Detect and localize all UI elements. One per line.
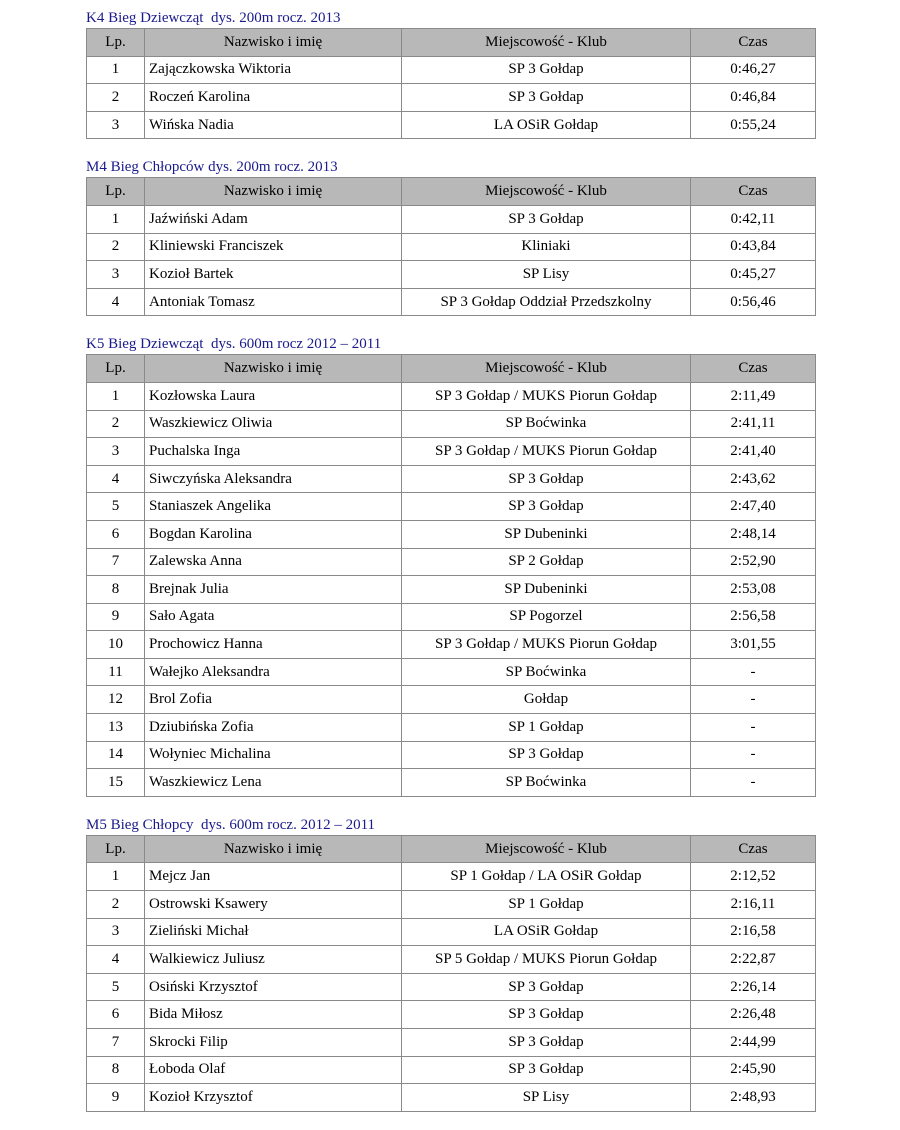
table-row — [87, 465, 816, 493]
name-cell: Mejcz Jan — [145, 863, 402, 891]
table-row — [87, 631, 816, 659]
time-cell: 2:44,99 — [691, 1029, 816, 1057]
time-cell: - — [691, 741, 816, 769]
time-cell: 2:11,49 — [691, 382, 816, 410]
results-table — [86, 177, 816, 316]
place-cell: 10 — [87, 631, 145, 659]
header-name: Nazwisko i imię — [145, 355, 402, 383]
name-cell: Brol Zofia — [145, 686, 402, 714]
club-cell: SP 3 Gołdap / MUKS Piorun Gołdap — [402, 382, 691, 410]
club-cell: SP Dubeninki — [402, 520, 691, 548]
name-cell: Staniaszek Angelika — [145, 493, 402, 521]
name-cell: Waszkiewicz Oliwia — [145, 410, 402, 438]
club-cell: SP 3 Gołdap — [402, 84, 691, 112]
place-cell: 3 — [87, 918, 145, 946]
name-cell: Wińska Nadia — [145, 111, 402, 139]
place-cell: 2 — [87, 410, 145, 438]
name-cell: Brejnak Julia — [145, 576, 402, 604]
time-cell: - — [691, 714, 816, 742]
time-cell: - — [691, 686, 816, 714]
header-lp: Lp. — [87, 355, 145, 383]
place-cell: 4 — [87, 946, 145, 974]
place-cell: 1 — [87, 205, 145, 233]
club-cell: SP Pogorzel — [402, 603, 691, 631]
name-cell: Waszkiewicz Lena — [145, 769, 402, 797]
table-row — [87, 686, 816, 714]
name-cell: Prochowicz Hanna — [145, 631, 402, 659]
time-cell: - — [691, 769, 816, 797]
club-cell: SP 3 Gołdap — [402, 741, 691, 769]
name-cell: Wołyniec Michalina — [145, 741, 402, 769]
table-row — [87, 205, 816, 233]
header-lp: Lp. — [87, 835, 145, 863]
place-cell: 6 — [87, 520, 145, 548]
table-row — [87, 769, 816, 797]
place-cell: 11 — [87, 658, 145, 686]
table-row — [87, 261, 816, 289]
header-club: Miejscowość - Klub — [402, 29, 691, 57]
club-cell: SP 3 Gołdap Oddział Przedszkolny — [402, 288, 691, 316]
header-club: Miejscowość - Klub — [402, 178, 691, 206]
club-cell: SP 2 Gołdap — [402, 548, 691, 576]
club-cell: SP 3 Gołdap — [402, 493, 691, 521]
table-row — [87, 891, 816, 919]
time-cell: 2:16,58 — [691, 918, 816, 946]
time-cell: 2:43,62 — [691, 465, 816, 493]
club-cell: LA OSiR Gołdap — [402, 918, 691, 946]
time-cell: 2:16,11 — [691, 891, 816, 919]
section-title: K4 Bieg Dziewcząt dys. 200m rocz. 2013 — [86, 10, 341, 26]
name-cell: Zalewska Anna — [145, 548, 402, 576]
results-table — [86, 835, 816, 1112]
name-cell: Ostrowski Ksawery — [145, 891, 402, 919]
place-cell: 9 — [87, 1084, 145, 1112]
header-time: Czas — [691, 178, 816, 206]
table-row — [87, 288, 816, 316]
place-cell: 1 — [87, 382, 145, 410]
header-row — [87, 355, 816, 383]
name-cell: Wałejko Aleksandra — [145, 658, 402, 686]
time-cell: 2:48,14 — [691, 520, 816, 548]
club-cell: SP 3 Gołdap — [402, 465, 691, 493]
time-cell: 2:26,48 — [691, 1001, 816, 1029]
place-cell: 2 — [87, 84, 145, 112]
name-cell: Zajączkowska Wiktoria — [145, 56, 402, 84]
table-row — [87, 548, 816, 576]
place-cell: 12 — [87, 686, 145, 714]
name-cell: Osiński Krzysztof — [145, 973, 402, 1001]
place-cell: 4 — [87, 465, 145, 493]
name-cell: Skrocki Filip — [145, 1029, 402, 1057]
name-cell: Kliniewski Franciszek — [145, 233, 402, 261]
header-row — [87, 29, 816, 57]
club-cell: SP 3 Gołdap / MUKS Piorun Gołdap — [402, 438, 691, 466]
section-title: M5 Bieg Chłopcy dys. 600m rocz. 2012 – 2011 — [86, 816, 376, 833]
club-cell: SP 1 Gołdap — [402, 714, 691, 742]
table-row — [87, 382, 816, 410]
table-row — [87, 233, 816, 261]
name-cell: Łoboda Olaf — [145, 1056, 402, 1084]
time-cell: 2:53,08 — [691, 576, 816, 604]
place-cell: 2 — [87, 233, 145, 261]
club-cell: SP 3 Gołdap — [402, 1001, 691, 1029]
table-row — [87, 946, 816, 974]
place-cell: 3 — [87, 111, 145, 139]
time-cell: 0:43,84 — [691, 233, 816, 261]
time-cell: 0:45,27 — [691, 261, 816, 289]
club-cell: SP Boćwinka — [402, 658, 691, 686]
place-cell: 3 — [87, 438, 145, 466]
table-row — [87, 520, 816, 548]
club-cell: SP 1 Gołdap — [402, 891, 691, 919]
header-name: Nazwisko i imię — [145, 29, 402, 57]
name-cell: Puchalska Inga — [145, 438, 402, 466]
club-cell: Kliniaki — [402, 233, 691, 261]
table-row — [87, 863, 816, 891]
header-name: Nazwisko i imię — [145, 835, 402, 863]
place-cell: 2 — [87, 891, 145, 919]
name-cell: Siwczyńska Aleksandra — [145, 465, 402, 493]
club-cell: SP 3 Gołdap — [402, 56, 691, 84]
time-cell: 0:56,46 — [691, 288, 816, 316]
header-club: Miejscowość - Klub — [402, 835, 691, 863]
place-cell: 8 — [87, 1056, 145, 1084]
place-cell: 1 — [87, 56, 145, 84]
time-cell: 2:22,87 — [691, 946, 816, 974]
club-cell: SP 3 Gołdap — [402, 205, 691, 233]
name-cell: Roczeń Karolina — [145, 84, 402, 112]
results-table — [86, 28, 816, 139]
place-cell: 15 — [87, 769, 145, 797]
time-cell: 2:56,58 — [691, 603, 816, 631]
header-lp: Lp. — [87, 178, 145, 206]
time-cell: 3:01,55 — [691, 631, 816, 659]
table-row — [87, 741, 816, 769]
place-cell: 9 — [87, 603, 145, 631]
club-cell: SP Boćwinka — [402, 769, 691, 797]
place-cell: 5 — [87, 973, 145, 1001]
header-time: Czas — [691, 355, 816, 383]
table-row — [87, 410, 816, 438]
name-cell: Walkiewicz Juliusz — [145, 946, 402, 974]
name-cell: Kozioł Bartek — [145, 261, 402, 289]
table-row — [87, 1056, 816, 1084]
table-row — [87, 1084, 816, 1112]
table-row — [87, 438, 816, 466]
table-row — [87, 1029, 816, 1057]
club-cell: SP Lisy — [402, 1084, 691, 1112]
table-row — [87, 84, 816, 112]
time-cell: 0:55,24 — [691, 111, 816, 139]
place-cell: 3 — [87, 261, 145, 289]
table-row — [87, 918, 816, 946]
name-cell: Sało Agata — [145, 603, 402, 631]
name-cell: Jaźwiński Adam — [145, 205, 402, 233]
place-cell: 4 — [87, 288, 145, 316]
club-cell: SP 3 Gołdap — [402, 1056, 691, 1084]
name-cell: Dziubińska Zofia — [145, 714, 402, 742]
name-cell: Kozłowska Laura — [145, 382, 402, 410]
results-table — [86, 354, 816, 797]
place-cell: 7 — [87, 1029, 145, 1057]
header-time: Czas — [691, 29, 816, 57]
time-cell: 2:48,93 — [691, 1084, 816, 1112]
time-cell: 2:52,90 — [691, 548, 816, 576]
club-cell: SP 3 Gołdap — [402, 973, 691, 1001]
time-cell: 0:42,11 — [691, 205, 816, 233]
table-row — [87, 493, 816, 521]
club-cell: Gołdap — [402, 686, 691, 714]
table-row — [87, 973, 816, 1001]
section-title: K5 Bieg Dziewcząt dys. 600m rocz 2012 – 2011 — [86, 336, 382, 353]
name-cell: Antoniak Tomasz — [145, 288, 402, 316]
table-row — [87, 111, 816, 139]
time-cell: 2:26,14 — [691, 973, 816, 1001]
name-cell: Kozioł Krzysztof — [145, 1084, 402, 1112]
header-row — [87, 835, 816, 863]
place-cell: 6 — [87, 1001, 145, 1029]
table-row — [87, 714, 816, 742]
place-cell: 7 — [87, 548, 145, 576]
time-cell: 0:46,27 — [691, 56, 816, 84]
section-title: M4 Bieg Chłopców dys. 200m rocz. 2013 — [86, 159, 338, 176]
club-cell: SP Boćwinka — [402, 410, 691, 438]
place-cell: 8 — [87, 576, 145, 604]
club-cell: SP 1 Gołdap / LA OSiR Gołdap — [402, 863, 691, 891]
time-cell: 2:45,90 — [691, 1056, 816, 1084]
name-cell: Zieliński Michał — [145, 918, 402, 946]
header-lp: Lp. — [87, 29, 145, 57]
club-cell: SP 5 Gołdap / MUKS Piorun Gołdap — [402, 946, 691, 974]
name-cell: Bida Miłosz — [145, 1001, 402, 1029]
name-cell: Bogdan Karolina — [145, 520, 402, 548]
time-cell: 0:46,84 — [691, 84, 816, 112]
table-row — [87, 658, 816, 686]
club-cell: SP 3 Gołdap / MUKS Piorun Gołdap — [402, 631, 691, 659]
club-cell: SP Dubeninki — [402, 576, 691, 604]
results-document — [86, 8, 815, 1130]
club-cell: SP 3 Gołdap — [402, 1029, 691, 1057]
table-row — [87, 1001, 816, 1029]
place-cell: 1 — [87, 863, 145, 891]
time-cell: 2:47,40 — [691, 493, 816, 521]
time-cell: 2:41,11 — [691, 410, 816, 438]
table-row — [87, 603, 816, 631]
club-cell: LA OSiR Gołdap — [402, 111, 691, 139]
place-cell: 14 — [87, 741, 145, 769]
table-row — [87, 576, 816, 604]
place-cell: 13 — [87, 714, 145, 742]
header-name: Nazwisko i imię — [145, 178, 402, 206]
header-time: Czas — [691, 835, 816, 863]
header-row — [87, 178, 816, 206]
time-cell: 2:12,52 — [691, 863, 816, 891]
place-cell: 5 — [87, 493, 145, 521]
club-cell: SP Lisy — [402, 261, 691, 289]
time-cell: - — [691, 658, 816, 686]
header-club: Miejscowość - Klub — [402, 355, 691, 383]
time-cell: 2:41,40 — [691, 438, 816, 466]
table-row — [87, 56, 816, 84]
